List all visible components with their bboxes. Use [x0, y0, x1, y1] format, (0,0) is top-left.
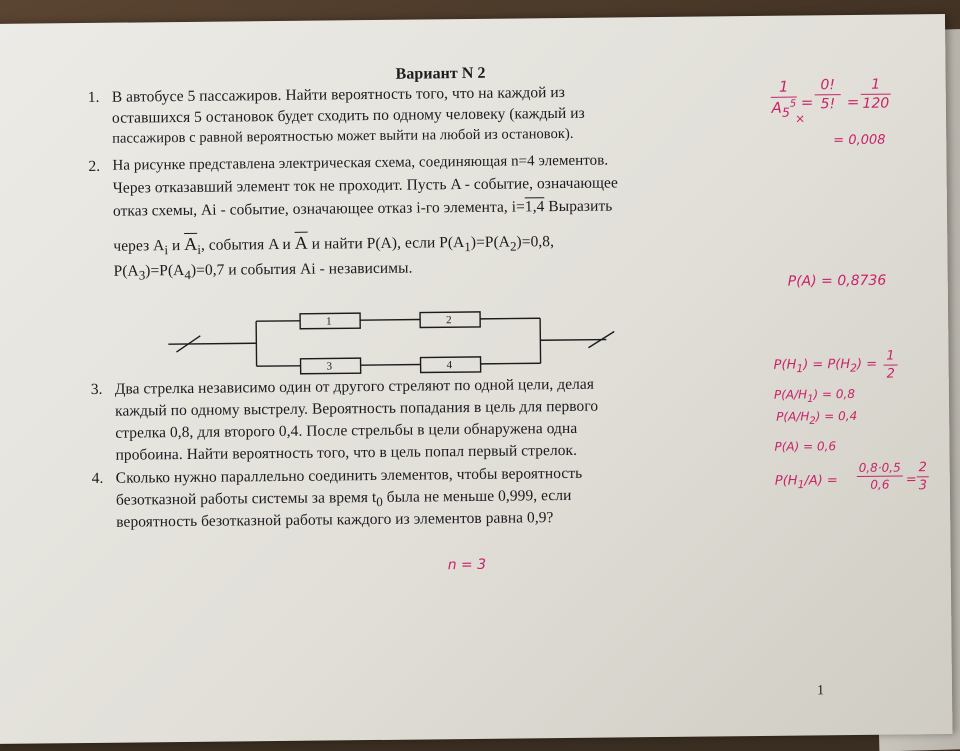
hw-equals: =	[801, 93, 814, 111]
subscript: i	[197, 242, 201, 257]
hw-frac-result	[917, 460, 929, 493]
hw-text: /A) =	[804, 473, 838, 488]
wire	[360, 320, 420, 321]
subscript: 4	[184, 267, 191, 282]
output-wire	[540, 340, 606, 341]
hw-text: P(H	[775, 474, 798, 489]
hw-text: ) = P(H	[803, 357, 850, 372]
subscript: 1	[464, 239, 471, 254]
hw-numerator: 2	[917, 460, 929, 475]
hw-text: ) =	[857, 357, 877, 372]
text-fragment: P(A	[114, 262, 139, 279]
wire	[361, 365, 421, 366]
hw-sub: 1	[807, 394, 813, 405]
problem-3-line-3: стрелка 0,8, для второго 0,4. После стрельбы в цели обнаружена одна	[115, 420, 577, 443]
text-fragment: и	[168, 237, 184, 254]
problem-4-line-1: Сколько нужно параллельно соединить элементов, чтобы вероятность	[116, 465, 583, 488]
hw-result: = 0,008	[833, 133, 885, 149]
hw-fraction-bar	[884, 365, 898, 366]
hw-numerator: 1	[771, 78, 797, 96]
problem-2-line-1: На рисунке представлена электрическая схема, соединяющая n=4 элементов.	[112, 153, 608, 175]
problem-2-line-5	[114, 260, 413, 284]
hw-a: A	[772, 99, 782, 117]
hw-frac-1-over-120	[861, 77, 891, 112]
exam-sheet	[0, 14, 952, 744]
element-1-label: 1	[326, 315, 332, 327]
problem-4-number: 4.	[92, 470, 104, 488]
hw-text: ) = 0,8	[813, 387, 855, 401]
handwritten-answer-2: P(A) = 0,8736	[788, 273, 887, 290]
problem-2-line-3	[113, 197, 613, 220]
hw-frac-0f-over-5f	[815, 77, 841, 112]
hw-denominator	[771, 99, 797, 120]
text-fragment: )=P(A	[145, 262, 184, 279]
problem-2-line-3-text: отказ схемы, Ai - событие, означающее отказ i-го элемента, i=	[113, 198, 525, 219]
hw-frac-bayes	[857, 460, 903, 491]
hw-p3-line-3	[776, 409, 857, 427]
handwritten-answer-4: n = 3	[448, 557, 487, 573]
hw-denominator: 2	[884, 367, 898, 382]
text-fragment: через A	[113, 237, 164, 255]
subscript: 0	[376, 494, 383, 509]
hw-equals: =	[906, 472, 917, 487]
problem-2-line-4	[113, 230, 554, 259]
hw-sup: 5	[790, 99, 796, 110]
subscript: i	[164, 242, 168, 257]
hw-sub: 1	[796, 362, 803, 375]
hw-sub: 1	[797, 478, 804, 491]
text-fragment: )=P(A	[471, 234, 510, 251]
hw-denominator: 3	[917, 478, 929, 493]
hw-numerator: 0!	[815, 77, 841, 93]
hw-frac-1-over-a5	[771, 78, 797, 120]
subscript: 3	[139, 267, 146, 282]
hw-text: P(H	[774, 358, 797, 373]
hw-fraction-bar	[917, 476, 929, 477]
input-wire	[168, 343, 256, 344]
hw-numerator: 1	[861, 77, 891, 93]
hw-text: P(A/H	[774, 387, 807, 401]
wire	[481, 363, 541, 364]
index-range: 1,4	[525, 198, 545, 215]
hw-numerator: 1	[883, 349, 897, 364]
element-3-label: 3	[327, 360, 333, 372]
problem-3-number: 3.	[91, 381, 103, 399]
problem-4-line-3: вероятность безотказной работы каждого из элементов равна 0,9?	[116, 509, 553, 532]
text-fragment: , события A и	[201, 236, 295, 254]
element-2-label: 2	[446, 314, 452, 326]
page-title: Вариант N 2	[395, 65, 485, 84]
problem-1-line-2: оставшихся 5 остановок будет сходить по одному человеку (каждый из	[112, 105, 585, 128]
hw-p3-line-1	[774, 357, 878, 376]
hw-p3-line-5	[775, 473, 838, 491]
hw-numerator: 0,8·0,5	[857, 460, 903, 474]
hw-p3-line-2	[774, 387, 855, 405]
hw-denominator: 120	[861, 96, 891, 112]
element-4-label: 4	[447, 359, 453, 371]
text-fragment: и найти P(A), если P(A	[308, 234, 465, 253]
circuit-diagram	[148, 307, 629, 382]
overlined-a: $\overline{A}$	[295, 233, 308, 253]
overlined-a: $\overline{A}$	[184, 234, 197, 254]
text-fragment: была не меньше 0,999, если	[383, 487, 572, 506]
problem-1-line-1: В автобусе 5 пассажиров. Найти вероятность того, что на каждой из	[112, 84, 565, 107]
problem-2-line-3-end: Выразить	[544, 197, 612, 215]
hw-text: ) = 0,4	[816, 409, 858, 423]
hw-sub: 2	[809, 416, 815, 427]
problem-2-number: 2.	[88, 158, 100, 176]
subscript: 2	[510, 239, 517, 254]
hw-p3-line-4: P(A) = 0,6	[774, 439, 836, 454]
hw-times: ×	[795, 111, 805, 125]
text-fragment: )=0,8,	[516, 233, 554, 250]
problem-3-line-4: пробоина. Найти вероятность того, что в цель попал первый стрелок.	[115, 442, 577, 465]
problem-2-line-2: Через отказавший элемент ток не проходит. Пусть A - событие, означающее	[113, 174, 618, 197]
hw-equals: =	[847, 93, 860, 111]
text-fragment: )=0,7 и события Ai - независимы.	[191, 260, 413, 279]
hw-sub: 5	[782, 105, 790, 120]
problem-3-line-1: Два стрелка независимо один от другого стреляют по одной цели, делая	[115, 376, 594, 399]
hw-sub: 2	[850, 362, 857, 375]
problem-1-line-3: пассажиров с равной вероятностью может выйти на любой из остановок).	[112, 126, 573, 148]
page-number: 1	[817, 683, 824, 699]
hw-frac-half	[883, 349, 897, 382]
hw-text: P(A/H	[776, 409, 809, 423]
problem-3-line-2: каждый по одному выстрелу. Вероятность попадания в цель для первого	[115, 398, 598, 421]
problem-1-number: 1.	[88, 89, 100, 107]
hw-denominator: 0,6	[857, 477, 903, 491]
wire	[480, 318, 540, 319]
hw-denominator: 5!	[815, 96, 841, 112]
text-fragment: безотказной работы системы за время t	[116, 489, 377, 509]
